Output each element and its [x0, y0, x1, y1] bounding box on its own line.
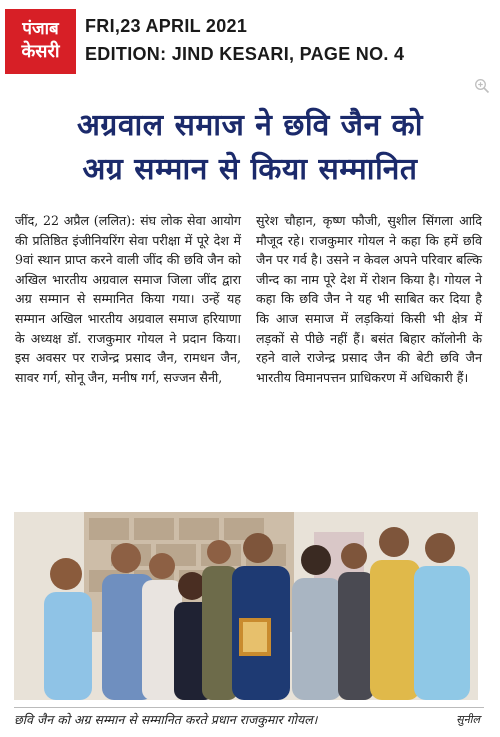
publication-date: FRI,23 APRIL 2021	[85, 16, 248, 36]
article-headline	[14, 104, 486, 192]
edition-meta	[85, 12, 404, 68]
logo-line-2: केसरी	[21, 40, 60, 62]
edition-info: EDITION: JIND KESARI, PAGE NO. 4	[85, 44, 405, 64]
article-column-left: जींद, 22 अप्रैल (ललित): संघ लोक सेवा आयोग की प्रतिष्ठित इंजीनियरिंग सेवा परीक्षा में पूरे देश में 9वां स्थान प्राप्त करने वाली जींद की छवि जैन को अखिल भारतीय अग्रवाल समाज जिला जींद द्वारा अग्र सम्मान से सम्मानित किया गया। उन्हें यह सम्मान अखिल भारतीय अग्रवाल समाज हरियाणा के अध्यक्ष डॉ. राजकुमार गोयल ने प्रदान किया। इस अवसर पर राजेन्द्र प्रसाद जैन, रामधन जैन, सावर गर्ग, सोनू जैन, मनीष गर्ग, सज्जन सैनी,	[15, 213, 241, 385]
logo-line-1: पंजाब	[22, 19, 59, 40]
headline-line-1: अग्रवाल समाज ने छवि जैन को	[77, 108, 423, 143]
headline-line-2: अग्र सम्मान से किया सम्मानित	[82, 152, 418, 187]
felicitation-photo-illustration	[14, 512, 478, 700]
magnifier-plus-icon[interactable]	[474, 78, 490, 94]
article-column-right: सुरेश चौहान, कृष्ण फौजी, सुशील सिंगला आदि मौजूद रहे। राजकुमार गोयल ने कहा कि हमें छवि जैन पर गर्व है। उसने न केवल अपने परिवार बल्कि जीन्द का नाम पूरे देश में रोशन किया है। गोयल ने कहा कि छवि जैन ने यह भी साबित कर दिया है कि आज समाज में लड़कियां किसी भी क्षेत्र में लड़कों से पीछे नहीं हैं। बसंत बिहार कॉलोनी के रहने वाले राजेन्द्र प्रसाद जैन की बेटी छवि जैन भारतीय विमानपत्तन प्राधिकरण में अधिकारी हैं।	[256, 213, 482, 385]
masthead	[0, 0, 500, 82]
photo-credit: सुनील	[456, 713, 480, 726]
photo-caption-bar	[14, 707, 484, 732]
news-photo	[14, 512, 478, 700]
punjab-kesari-logo	[5, 9, 76, 74]
photo-caption: छवि जैन को अग्र सम्मान से सम्मानित करते प्रधान राजकुमार गोयल।	[14, 712, 318, 727]
